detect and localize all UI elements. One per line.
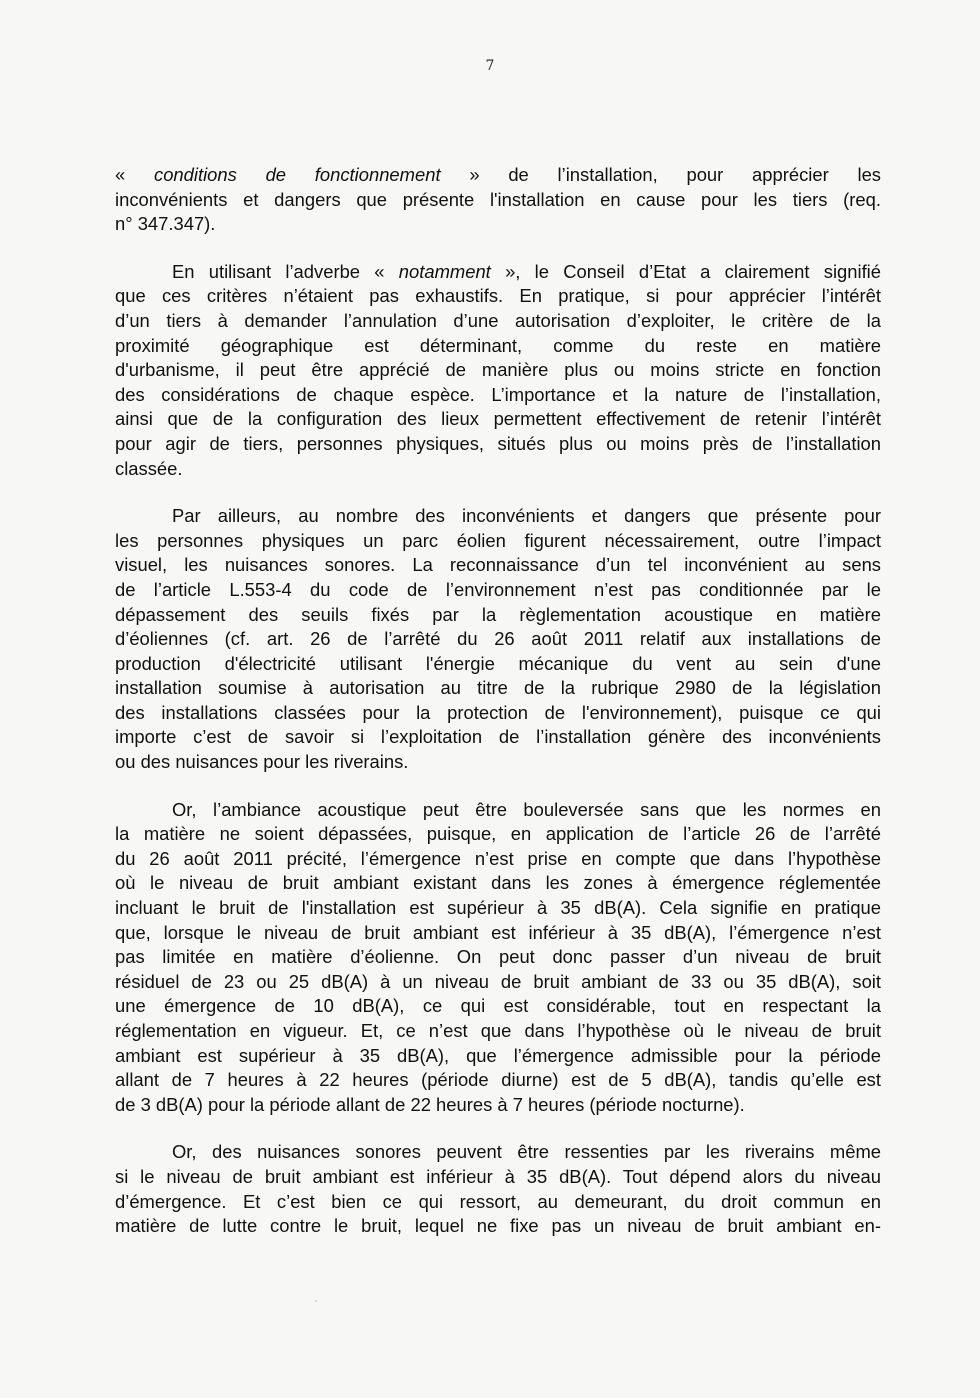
text-line	[115, 529, 881, 554]
text-segment: proximité géographique est déterminant, comme du reste en matière	[115, 334, 881, 356]
text-line	[115, 284, 881, 309]
text-segment: production d'électricité utilisant l'énergie mécanique du vent au sein d'une	[115, 652, 881, 674]
text-segment: résiduel de 23 ou 25 dB(A) à un niveau de bruit ambiant de 33 ou 35 dB(A), soit	[115, 970, 881, 992]
text-line	[115, 1044, 881, 1069]
text-line	[115, 553, 881, 578]
text-segment: la matière ne soient dépassées, puisque, en application de l’article 26 de l’arrêté	[115, 823, 881, 845]
text-segment: d'urbanisme, il peut être apprécié de manière plus ou moins stricte en fonction	[115, 359, 881, 381]
text-segment: où le niveau de bruit ambiant existant dans les zones à émergence réglementée	[115, 872, 881, 894]
text-line	[115, 701, 881, 726]
text-line	[115, 652, 881, 677]
text-line	[115, 725, 881, 750]
text-line	[115, 383, 881, 408]
text-segment: d’éoliennes (cf. art. 26 de l’arrêté du 26 août 2011 relatif aux installations de	[115, 628, 881, 650]
text-line	[115, 896, 881, 921]
text-segment: Par ailleurs, au nombre des inconvénients et dangers que présente pour	[172, 505, 881, 527]
text-line	[115, 188, 881, 213]
text-line	[115, 309, 881, 334]
text-line	[115, 212, 881, 237]
text-segment: ou des nuisances pour les riverains.	[115, 751, 409, 773]
text-segment: installation soumise à autorisation au titre de la rubrique 2980 de la législation	[115, 677, 881, 699]
text-segment: si le niveau de bruit ambiant est inférieur à 35 dB(A). Tout dépend alors du niveau	[115, 1165, 881, 1187]
text-segment: une émergence de 10 dB(A), ce qui est considérable, tout en respectant la	[115, 995, 881, 1017]
text-segment: de 3 dB(A) pour la période allant de 22 heures à 7 heures (période nocturne).	[115, 1093, 745, 1115]
text-segment: pour agir de tiers, personnes physiques, situés plus ou moins près de l’installation	[115, 432, 881, 454]
text-line	[115, 921, 881, 946]
text-segment: inconvénients et dangers que présente l'installation en cause pour les tiers (req.	[115, 188, 881, 210]
paragraph	[115, 260, 881, 481]
text-segment: n° 347.347).	[115, 213, 216, 235]
text-segment: Or, l’ambiance acoustique peut être bouleversée sans que les normes en	[172, 798, 881, 820]
italic-text: notamment	[398, 260, 491, 282]
text-segment: allant de 7 heures à 22 heures (période diurne) est de 5 dB(A), tandis qu’elle est	[115, 1069, 881, 1091]
text-segment: que ces critères n’étaient pas exhaustifs. En pratique, si pour apprécier l’intérêt	[115, 285, 881, 307]
text-line	[115, 260, 881, 285]
text-segment: incluant le bruit de l'installation est supérieur à 35 dB(A). Cela signifie en pratique	[115, 897, 881, 919]
text-segment: dépassement des seuils fixés par la règlementation acoustique en matière	[115, 603, 881, 625]
text-segment: », le Conseil d’Etat a clairement signifié	[490, 260, 881, 282]
text-line	[115, 334, 881, 359]
text-segment: Or, des nuisances sonores peuvent être ressenties par les riverains même	[172, 1141, 881, 1163]
document-body	[115, 163, 881, 1239]
text-line	[115, 432, 881, 457]
text-line	[115, 822, 881, 847]
text-segment: importe c’est de savoir si l’exploitation de l’installation génère des inconvénients	[115, 726, 881, 748]
page-number: 7	[485, 58, 495, 74]
text-line	[115, 945, 881, 970]
text-line	[115, 871, 881, 896]
text-segment: ambiant est supérieur à 35 dB(A), que l’émergence admissible pour la période	[115, 1044, 881, 1066]
text-line	[115, 163, 881, 188]
text-line	[115, 603, 881, 628]
text-segment: «	[115, 164, 154, 185]
text-segment: de l’article L.553-4 du code de l’environnement n’est pas conditionnée par le	[115, 578, 881, 600]
paragraph	[115, 504, 881, 775]
paragraph	[115, 163, 881, 237]
text-segment: réglementation en vigueur. Et, ce n’est que dans l’hypothèse où le niveau de bruit	[115, 1020, 881, 1041]
text-line	[115, 627, 881, 652]
text-segment: que, lorsque le niveau de bruit ambiant est inférieur à 35 dB(A), l’émergence n’est	[115, 921, 881, 943]
text-line	[115, 407, 881, 432]
paragraph	[115, 1140, 881, 1238]
text-segment: d’un tiers à demander l’annulation d’une autorisation d’exploiter, le critère de la	[115, 309, 881, 331]
text-segment: du 26 août 2011 précité, l’émergence n’est prise en compte que dans l’hypothèse	[115, 847, 881, 869]
text-segment: des considérations de chaque espèce. L’importance et la nature de l’installation,	[115, 383, 881, 405]
text-segment: des installations classées pour la protection de l'environnement), puisque ce qui	[115, 701, 881, 723]
text-line	[115, 504, 881, 529]
text-line	[115, 1165, 881, 1190]
italic-text: conditions de fonctionnement	[154, 164, 441, 185]
text-line	[115, 1214, 881, 1239]
text-line	[115, 676, 881, 701]
text-line	[115, 457, 881, 482]
text-segment: pas limitée en matière d’éolienne. On peut donc passer d’un niveau de bruit	[115, 946, 881, 968]
text-segment: classée.	[115, 457, 183, 479]
text-segment: matière de lutte contre le bruit, lequel ne fixe pas un niveau de bruit ambiant en-	[115, 1215, 881, 1237]
text-line	[115, 750, 881, 775]
text-segment: » de l’installation, pour apprécier les	[440, 164, 881, 185]
text-line	[115, 970, 881, 995]
text-line	[115, 1093, 881, 1118]
text-segment: les personnes physiques un parc éolien figurent nécessairement, outre l’impact	[115, 529, 881, 551]
text-segment: d’émergence. Et c’est bien ce qui ressort, au demeurant, du droit commun en	[115, 1190, 881, 1212]
paragraph	[115, 798, 881, 1118]
text-line	[115, 578, 881, 603]
text-line	[115, 1019, 881, 1044]
text-line	[115, 994, 881, 1019]
text-line	[115, 1068, 881, 1093]
text-segment: En utilisant l’adverbe «	[172, 260, 399, 282]
text-line	[115, 358, 881, 383]
text-line	[115, 1190, 881, 1215]
text-line	[115, 847, 881, 872]
scan-speck	[315, 1300, 317, 1302]
text-segment: visuel, les nuisances sonores. La reconnaissance d’un tel inconvénient au sens	[115, 554, 881, 576]
text-segment: ainsi que de la configuration des lieux permettent effectivement de retenir l’intérêt	[115, 408, 881, 430]
text-line	[115, 1140, 881, 1165]
text-line	[115, 798, 881, 823]
